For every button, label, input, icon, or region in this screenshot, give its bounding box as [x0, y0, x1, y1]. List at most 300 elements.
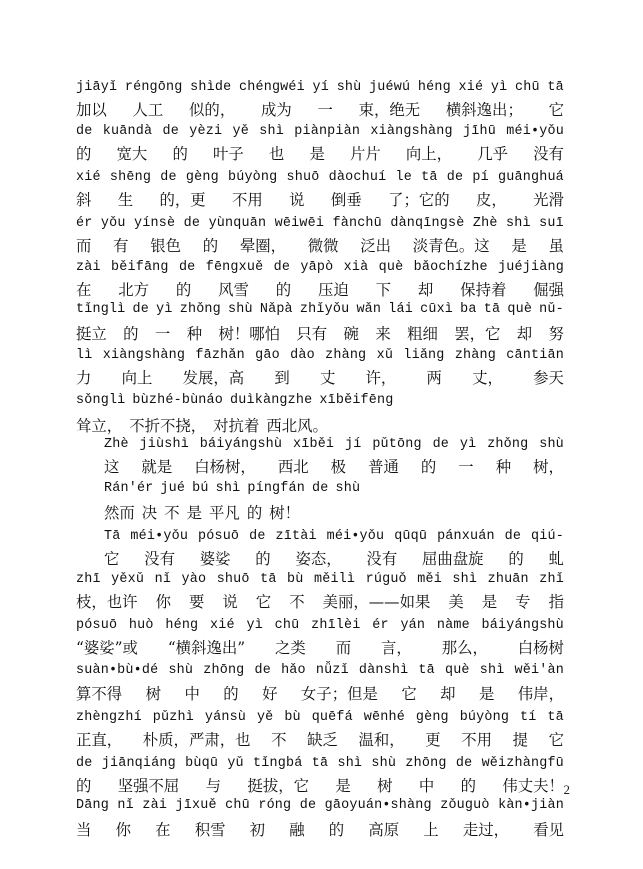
pinyin-word: pánxuán: [437, 529, 495, 544]
pinyin-word: yí: [312, 80, 330, 95]
pinyin-word: wǎn: [356, 302, 382, 317]
pinyin-word: dào: [290, 348, 315, 363]
hanzi-word: 专: [515, 593, 531, 611]
hanzi-word: 那么，: [441, 639, 488, 657]
hanzi-word: 罢，它: [454, 325, 501, 343]
pinyin-word: yǔ: [227, 756, 244, 771]
pinyin-word: gāo: [255, 348, 280, 363]
hanzi-word: 决: [141, 504, 158, 522]
pinyin-word: shù: [336, 80, 362, 95]
pinyin-word: sǒnglì: [76, 393, 126, 408]
hanzi-word: 伟岸，: [517, 685, 564, 703]
pinyin-word: jīhū: [463, 124, 496, 139]
pinyin-word: héng: [165, 618, 199, 633]
pinyin-word: tā: [421, 170, 438, 185]
pinyin-word: zǒuguò: [440, 798, 490, 813]
hanzi-word: 而: [76, 237, 92, 255]
pinyin-word: yán: [400, 618, 426, 633]
pinyin-word: de: [446, 170, 464, 185]
pinyin-word: de: [183, 216, 201, 231]
hanzi-word: 两: [426, 369, 442, 387]
pinyin-word: xià: [343, 260, 369, 275]
pinyin-line: [76, 752, 564, 776]
hanzi-word: 要: [188, 593, 205, 611]
hanzi-word: 然而: [104, 504, 135, 522]
pinyin-word: bù: [287, 572, 304, 587]
pinyin-word: suī: [539, 216, 564, 231]
pinyin-word: Tā: [104, 529, 121, 544]
hanzi-word: 中: [418, 777, 435, 795]
hanzi-word: 你: [155, 593, 171, 611]
pinyin-word: Nǎpà: [259, 302, 293, 317]
pinyin-word: zhī: [76, 572, 101, 587]
hanzi-word: 下: [375, 281, 392, 299]
pinyin-word: shuō: [216, 572, 250, 587]
hanzi-word: 的: [223, 685, 239, 703]
hanzi-word: 美丽，——如果: [322, 593, 431, 611]
pinyin-word: yì: [156, 302, 173, 317]
hanzi-word: 虽: [548, 237, 564, 255]
pinyin-word: dàochuí: [328, 170, 387, 185]
hanzi-word: 婆娑: [199, 550, 231, 568]
hanzi-word: 的: [175, 281, 192, 299]
hanzi-line: [76, 818, 564, 842]
pinyin-word: pósuō: [197, 529, 240, 544]
hanzi-word: 积雪: [194, 821, 226, 839]
pinyin-word: yào: [181, 572, 207, 587]
hanzi-word: 耸立，: [76, 417, 123, 435]
pinyin-word: cāntiān: [506, 348, 564, 363]
hanzi-word: 它: [548, 101, 564, 119]
hanzi-word: 之类: [275, 639, 306, 657]
hanzi-line: [76, 322, 564, 346]
hanzi-word: 树，: [533, 458, 564, 476]
pinyin-word: tā: [418, 663, 435, 678]
hanzi-line: [76, 188, 564, 212]
hanzi-word: 不用: [461, 731, 492, 749]
hanzi-word: 西北: [277, 458, 309, 476]
pinyin-word: fànchū: [332, 216, 382, 231]
pinyin-word: qiú-: [531, 529, 564, 544]
pinyin-word: chéngwéi: [239, 80, 305, 95]
pinyin-word: Rán'ér: [104, 481, 154, 496]
hanzi-word: 倒垂: [330, 191, 362, 209]
pinyin-word: bǎochízhe: [413, 260, 488, 275]
pinyin-line: [104, 525, 564, 549]
pinyin-word: yì: [490, 80, 508, 95]
pinyin-line: [76, 389, 564, 413]
pinyin-word: de: [178, 260, 196, 275]
pinyin-word: héng: [417, 80, 451, 95]
hanzi-word: 压迫: [318, 281, 349, 299]
hanzi-word: 挺立: [76, 325, 107, 343]
hanzi-word: 北方: [118, 281, 150, 299]
hanzi-word: 的: [246, 504, 263, 522]
pinyin-word: suàn•bù•dé: [76, 663, 159, 678]
pinyin-word: juéwú: [369, 80, 411, 95]
hanzi-word: 它: [401, 685, 417, 703]
pinyin-word: shìde: [190, 80, 232, 95]
hanzi-word: 树！哪怕: [218, 325, 281, 343]
hanzi-word: 的: [76, 145, 92, 163]
hanzi-word: 西北风。: [266, 417, 328, 435]
pinyin-word: jīxuě: [175, 798, 217, 813]
pinyin-word: zhǒng: [487, 437, 529, 452]
hanzi-word: 力: [76, 369, 92, 387]
pinyin-word: yěxǔ: [111, 572, 145, 587]
hanzi-word: 白杨树: [517, 639, 564, 657]
hanzi-word: 虬: [548, 550, 564, 568]
pinyin-word: Dāng: [76, 798, 109, 813]
pinyin-word: chū: [274, 618, 300, 633]
pinyin-line: [76, 256, 564, 280]
pinyin-word: de: [249, 529, 266, 544]
pinyin-line: [104, 477, 564, 501]
pinyin-word: xié: [210, 618, 235, 633]
pinyin-word: zhàng: [454, 348, 496, 363]
pinyin-word: shù: [168, 663, 194, 678]
hanzi-word: 是: [511, 237, 527, 255]
pinyin-word: zhàng: [325, 348, 367, 363]
pinyin-word: de: [273, 260, 291, 275]
hanzi-line: [76, 682, 564, 706]
hanzi-word: 没有: [144, 550, 175, 568]
hanzi-word: 女子；但是: [300, 685, 378, 703]
pinyin-word: yínsè: [134, 216, 176, 231]
pinyin-word: píngfán: [247, 481, 305, 496]
hanzi-word: 平凡: [209, 504, 240, 522]
pinyin-word: pǔtōng: [372, 437, 422, 452]
pinyin-word: shù: [539, 437, 564, 452]
hanzi-word: 皮，: [475, 191, 507, 209]
pinyin-word: yě: [256, 710, 274, 725]
hanzi-line: [76, 728, 564, 752]
pinyin-word: jiānqiáng: [101, 756, 176, 771]
hanzi-word: 泛出: [360, 237, 392, 255]
hanzi-word: 白杨树，: [194, 458, 256, 476]
pinyin-word: yánsù: [204, 710, 247, 725]
pinyin-line: [76, 568, 564, 592]
hanzi-word: 融: [289, 821, 305, 839]
hanzi-word: 的: [123, 325, 139, 343]
hanzi-word: 高原: [368, 821, 400, 839]
pinyin-word: yě: [232, 124, 249, 139]
pinyin-word: de: [312, 481, 329, 496]
pinyin-word: Zhè: [472, 216, 498, 231]
hanzi-word: 算不得: [76, 685, 123, 703]
pinyin-word: měi: [417, 572, 442, 587]
pinyin-word: dànqīngsè: [390, 216, 465, 231]
hanzi-line: [104, 455, 564, 479]
hanzi-word: 只有: [296, 325, 328, 343]
pinyin-word: yāpò: [300, 260, 334, 275]
hanzi-word: 说: [222, 593, 238, 611]
hanzi-word: 是: [481, 593, 498, 611]
pinyin-line: [76, 614, 564, 638]
hanzi-word: 参天: [533, 369, 564, 387]
pinyin-word: piànpiàn: [294, 124, 361, 139]
pinyin-word: shì: [215, 481, 241, 496]
hanzi-word: 宽大: [116, 145, 148, 163]
pinyin-word: jué: [160, 481, 186, 496]
hanzi-word: 片片: [349, 145, 381, 163]
pinyin-line: [76, 76, 564, 100]
pinyin-word: gāoyuán•shàng: [324, 798, 432, 813]
pinyin-word: gèng: [415, 710, 449, 725]
hanzi-word: 的: [275, 281, 292, 299]
hanzi-word: 的: [202, 237, 219, 255]
pinyin-word: shuō: [286, 170, 320, 185]
pinyin-word: bùzhé-bùnáo: [132, 393, 224, 408]
hanzi-word: 到: [274, 369, 290, 387]
pinyin-word: nǐ: [154, 572, 172, 587]
pinyin-word: chū: [225, 798, 250, 813]
pinyin-word: réngōng: [124, 80, 183, 95]
pinyin-word: xīběi: [292, 437, 335, 452]
hanzi-word: 的: [255, 550, 271, 568]
hanzi-word: 的: [508, 550, 524, 568]
pinyin-word: tā: [547, 710, 564, 725]
hanzi-line: [76, 636, 564, 660]
hanzi-word: 一: [154, 325, 171, 343]
pinyin-word: què: [444, 663, 470, 678]
pinyin-word: de: [299, 798, 317, 813]
pinyin-word: méi•yǒu: [130, 529, 189, 544]
hanzi-word: 不: [271, 731, 287, 749]
hanzi-word: 加以: [76, 101, 107, 119]
pinyin-word: quēfá: [311, 710, 353, 725]
hanzi-word: 淡青色。这: [412, 237, 490, 255]
pinyin-word: de: [432, 437, 450, 452]
pinyin-word: zài: [142, 798, 168, 813]
hanzi-word: 走过，: [462, 821, 510, 839]
hanzi-line: [104, 501, 564, 525]
hanzi-word: 温和，: [358, 731, 405, 749]
pinyin-word: de: [160, 170, 177, 185]
pinyin-word: ér: [76, 216, 93, 231]
pinyin-line: [104, 433, 564, 457]
pinyin-word: pí: [472, 170, 489, 185]
hanzi-word: 丈，: [472, 369, 503, 387]
pinyin-word: xīběifēng: [319, 393, 394, 408]
hanzi-word: 横斜逸出；: [445, 101, 523, 119]
hanzi-word: 不: [164, 504, 180, 522]
hanzi-word: 它: [104, 550, 120, 568]
hanzi-word: 向上: [121, 369, 153, 387]
hanzi-word: 了；它的: [388, 191, 450, 209]
pinyin-word: de: [76, 756, 93, 771]
hanzi-line: [76, 234, 564, 258]
hanzi-word: 许，: [365, 369, 397, 387]
pinyin-word: bùqū: [185, 756, 219, 771]
pinyin-line: [76, 212, 564, 236]
pinyin-word: tā: [260, 572, 277, 587]
hanzi-word: “婆娑”或: [76, 639, 138, 657]
pinyin-word: de: [132, 302, 150, 317]
pinyin-word: zhōng: [203, 663, 245, 678]
pinyin-word: ba: [460, 302, 477, 317]
pinyin-word: què: [507, 302, 533, 317]
pinyin-word: shì: [452, 572, 478, 587]
pinyin-word: nǐ: [117, 798, 134, 813]
pinyin-word: shì: [259, 124, 284, 139]
pinyin-word: dànshì: [358, 663, 409, 678]
hanzi-word: 对抗着: [213, 417, 260, 435]
pinyin-line: [76, 298, 564, 322]
hanzi-word: 的: [328, 821, 345, 839]
pinyin-word: lì: [76, 348, 93, 363]
pinyin-word: de: [162, 124, 179, 139]
pinyin-word: měilì: [313, 572, 356, 587]
pinyin-word: kuāndà: [102, 124, 153, 139]
pinyin-word: bù: [284, 710, 301, 725]
hanzi-line: [76, 98, 564, 122]
hanzi-word: 在: [155, 821, 171, 839]
hanzi-word: 伟丈夫！: [502, 777, 564, 795]
hanzi-word: 一: [458, 458, 474, 476]
hanzi-line: [76, 590, 564, 614]
hanzi-word: 丈: [319, 369, 336, 387]
hanzi-word: 树: [377, 777, 393, 795]
pinyin-word: bú: [192, 481, 209, 496]
hanzi-word: 不: [289, 593, 305, 611]
pinyin-word: tā: [547, 80, 564, 95]
hanzi-word: 没有: [366, 550, 398, 568]
pinyin-word: cūxì: [420, 302, 454, 317]
pinyin-word: shù: [371, 756, 397, 771]
hanzi-word: 就是: [141, 458, 173, 476]
pinyin-line: [76, 166, 564, 190]
hanzi-word: 好: [262, 685, 278, 703]
pinyin-word: yì: [246, 618, 263, 633]
hanzi-word: 种: [495, 458, 512, 476]
pinyin-word: nǔ-: [539, 302, 564, 317]
hanzi-word: 树: [145, 685, 162, 703]
hanzi-word: 是: [478, 685, 495, 703]
pinyin-word: méi•yǒu: [506, 124, 564, 139]
pinyin-word: fāzhǎn: [195, 348, 245, 363]
pinyin-line: [76, 120, 564, 144]
hanzi-word: 与: [205, 777, 222, 795]
hanzi-word: 粗细: [407, 325, 438, 343]
hanzi-word: 的，更: [159, 191, 206, 209]
pinyin-word: de: [76, 124, 93, 139]
hanzi-word: 不折不挠，: [129, 417, 207, 435]
hanzi-word: 束，绝无: [358, 101, 421, 119]
hanzi-word: 极: [330, 458, 347, 476]
pinyin-word: tā: [311, 756, 329, 771]
hanzi-word: 正直，: [76, 731, 123, 749]
pinyin-word: zhōng: [405, 756, 447, 771]
hanzi-word: 一: [317, 101, 333, 119]
pinyin-word: de: [254, 663, 271, 678]
hanzi-word: 几乎: [477, 145, 508, 163]
hanzi-word: 言，: [381, 639, 412, 657]
pinyin-word: le: [395, 170, 412, 185]
hanzi-word: 碗: [343, 325, 359, 343]
pinyin-word: de: [455, 756, 473, 771]
pinyin-word: shù: [335, 481, 361, 496]
pinyin-word: xǔ: [376, 348, 394, 363]
pinyin-word: hǎo: [281, 663, 306, 678]
hanzi-word: 光滑: [533, 191, 564, 209]
pinyin-word: qūqū: [394, 529, 428, 544]
pinyin-word: nàme: [436, 618, 470, 633]
pinyin-word: de: [504, 529, 522, 544]
hanzi-word: 屈曲盘旋: [421, 550, 484, 568]
hanzi-word: 坚强不屈: [117, 777, 180, 795]
pinyin-word: jí: [345, 437, 362, 452]
pinyin-word: xié: [76, 170, 101, 185]
hanzi-word: 风雪: [218, 281, 249, 299]
hanzi-word: 树！: [269, 504, 301, 522]
pinyin-word: shēng: [109, 170, 152, 185]
pinyin-word: gèng: [185, 170, 219, 185]
pinyin-word: tǐngbá: [253, 756, 303, 771]
hanzi-word: 在: [76, 281, 92, 299]
pinyin-line: [76, 344, 564, 368]
hanzi-word: 当: [76, 821, 92, 839]
pinyin-word: zhǐ: [539, 572, 564, 587]
hanzi-word: 努: [548, 325, 564, 343]
pinyin-word: búyòng: [227, 170, 278, 185]
pinyin-word: wěi'àn: [514, 663, 564, 678]
hanzi-word: 生: [117, 191, 134, 209]
pinyin-word: wēnhé: [363, 710, 405, 725]
pinyin-word: rúguǒ: [365, 572, 407, 587]
pinyin-word: búyòng: [459, 710, 510, 725]
pinyin-word: zhǒng: [179, 302, 221, 317]
hanzi-word: 美: [448, 593, 464, 611]
hanzi-word: 你: [115, 821, 131, 839]
hanzi-word: 说: [289, 191, 305, 209]
page-number: 2: [563, 782, 570, 797]
hanzi-word: 保持着: [460, 281, 507, 299]
pinyin-word: shì: [479, 663, 505, 678]
pinyin-word: tā: [483, 302, 501, 317]
hanzi-word: 没有: [533, 145, 564, 163]
hanzi-line: [76, 142, 564, 166]
pinyin-word: yùnquān: [208, 216, 267, 231]
hanzi-word: 挺拔，它: [247, 777, 309, 795]
pinyin-word: liǎng: [403, 348, 445, 363]
pinyin-word: guānghuá: [498, 170, 564, 185]
pinyin-word: zhǐyǒu: [299, 302, 350, 317]
pinyin-word: zài: [76, 260, 101, 275]
hanzi-word: 的: [460, 777, 476, 795]
pinyin-word: yì: [459, 437, 477, 452]
hanzi-word: 发展，高: [182, 369, 245, 387]
pinyin-word: xiàngshàng: [370, 124, 453, 139]
pinyin-word: yèzi: [189, 124, 223, 139]
hanzi-word: 这: [104, 458, 120, 476]
hanzi-word: 上: [423, 821, 439, 839]
hanzi-word: 似的，: [189, 101, 236, 119]
pinyin-word: shù: [228, 302, 253, 317]
hanzi-word: 指: [548, 593, 564, 611]
hanzi-word: 是: [335, 777, 351, 795]
pinyin-word: què: [378, 260, 404, 275]
pinyin-word: xié: [458, 80, 484, 95]
pinyin-word: nǚzǐ: [315, 663, 349, 678]
hanzi-word: 朴质，严肃，也: [142, 731, 251, 749]
hanzi-word: 更: [425, 731, 441, 749]
hanzi-word: 它: [548, 731, 564, 749]
hanzi-word: 它: [255, 593, 272, 611]
hanzi-word: 姿态，: [295, 550, 342, 568]
pinyin-word: zhuān: [487, 572, 529, 587]
pinyin-word: tǐnglì: [76, 302, 126, 317]
